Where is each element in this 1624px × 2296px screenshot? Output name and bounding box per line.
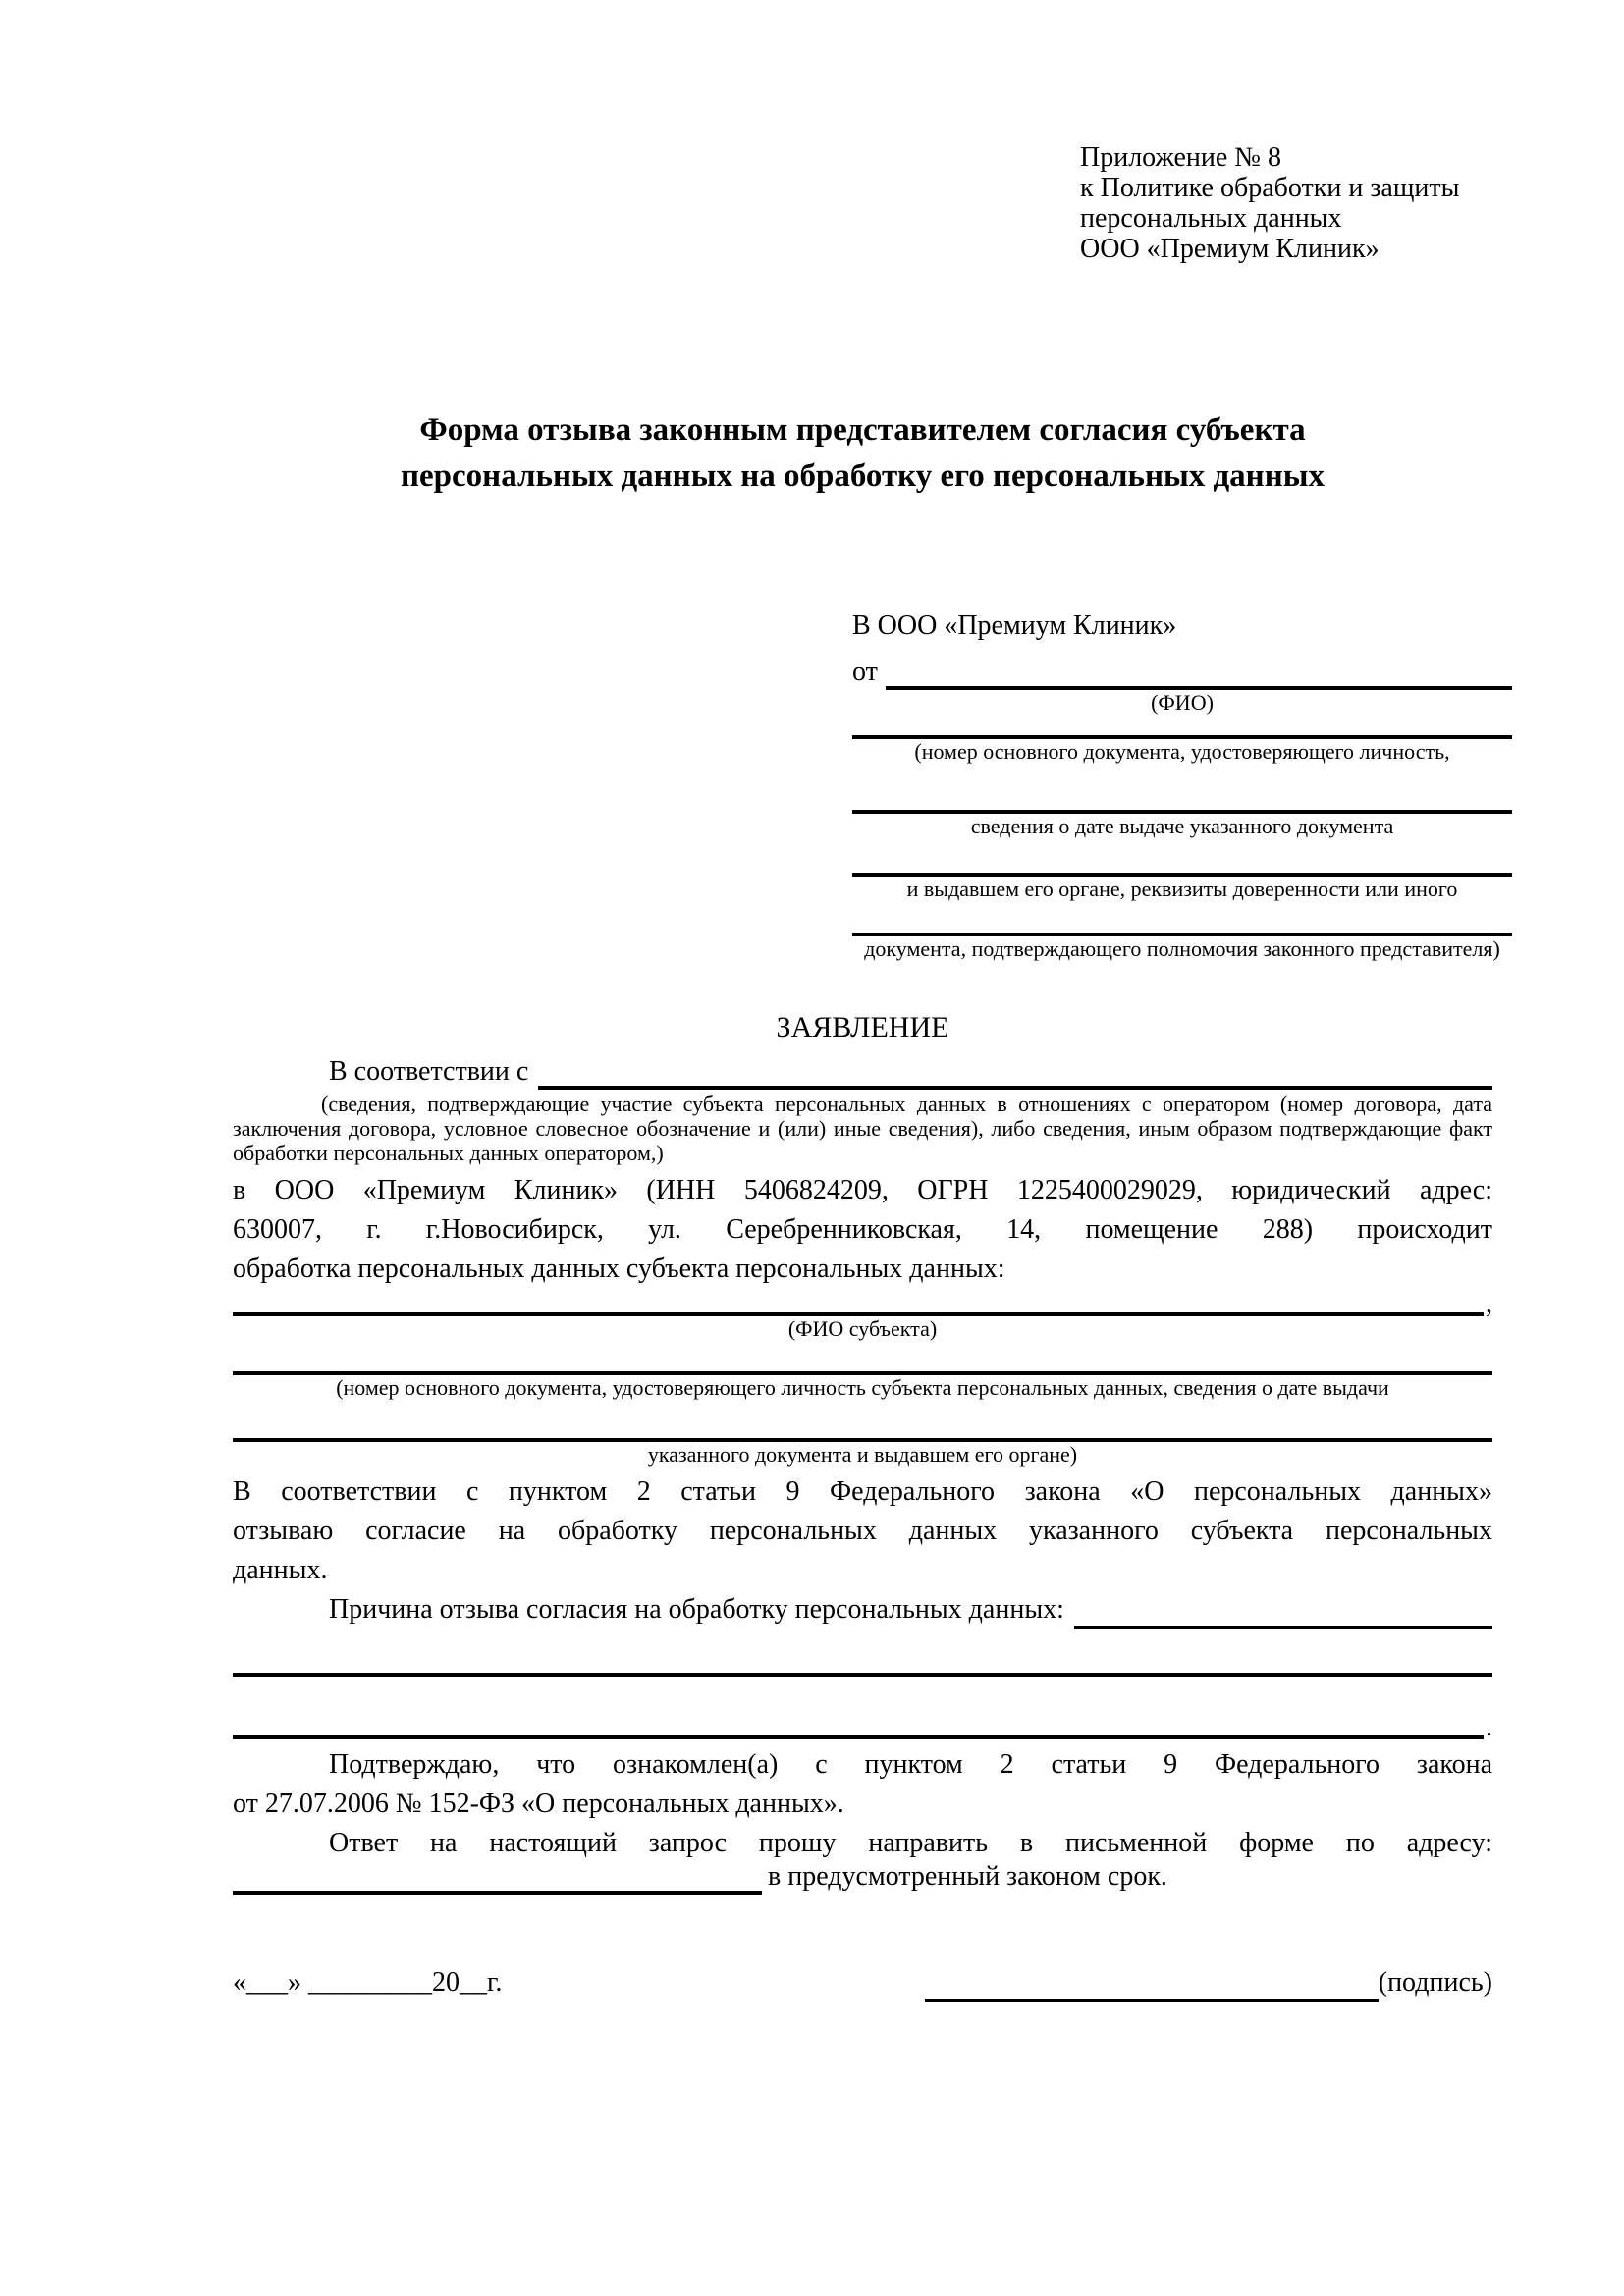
accordance-note-line: заключения договора, условное словесное обозначение и (или) иные сведения), либо сведения, иным образом подтверждающие факт (233, 1116, 1492, 1141)
from-row (852, 655, 1512, 690)
document-title-line: персональных данных на обработку его персональных данных (401, 458, 1325, 494)
subject-fio-caption: (ФИО субъекта) (787, 1316, 938, 1341)
confirm-paragraph-line: Подтверждаю, что ознакомлен(а) с пунктом 2 статьи 9 Федерального закона (329, 1749, 1492, 1780)
operator-paragraph-line: 630007, г. г.Новосибирск, ул. Серебренниковская, 14, помещение 288) происходит (233, 1214, 1492, 1245)
appendix-note-line: персональных данных (1080, 203, 1342, 234)
accordance-basis-field-line[interactable] (538, 1086, 1492, 1090)
reason-field-line-3[interactable] (233, 1735, 1484, 1739)
reply-address-row (233, 1859, 1492, 1895)
appendix-note-line: к Политике обработки и защиты (1080, 173, 1460, 203)
reply-address-field-line[interactable] (233, 1891, 762, 1895)
operator-paragraph (233, 1171, 1492, 1289)
accordance-prefix: В соответствии с (329, 1056, 529, 1087)
accordance-row (233, 1054, 1492, 1090)
subject-fio-row (233, 1289, 1492, 1319)
confirm-paragraph (233, 1745, 1492, 1824)
signature-caption: (подпись) (1378, 1967, 1492, 1998)
appendix-note-line: Приложение № 8 (1080, 142, 1281, 173)
doc-caption-1: (номер основного документа, удостоверяющего личность, (914, 739, 1450, 764)
doc-caption-3: и выдавшем его органе, реквизиты доверенности или иного (906, 877, 1458, 901)
from-label: от (852, 657, 878, 687)
addressee-organization: В ООО «Премиум Клиник» (852, 611, 1177, 641)
withdraw-paragraph-line: В соответствии с пунктом 2 статьи 9 Федерального закона «О персональных данных» (233, 1476, 1492, 1507)
fio-caption: (ФИО) (1151, 690, 1214, 715)
operator-paragraph-line: в ООО «Премиум Клиник» (ИНН 5406824209, ОГРН 1225400029029, юридический адрес: (233, 1175, 1492, 1205)
subject-doc-caption-1: (номер основного документа, удостоверяющего личность субъекта персональных данных, сведения о дате выдачи (336, 1375, 1389, 1400)
accordance-note (233, 1092, 1492, 1165)
doc-caption-2: сведения о дате выдаче указанного документа (970, 814, 1394, 838)
accordance-note-line: (сведения, подтверждающие участие субъекта персональных данных в отношениях с оператором (номер договора, дата (321, 1092, 1492, 1116)
reason-field-line-1[interactable] (1074, 1626, 1492, 1629)
reason-last-row (233, 1712, 1492, 1742)
accordance-note-line: обработки персональных данных оператором,) (233, 1141, 664, 1165)
signature-row (233, 1963, 1492, 2002)
withdraw-paragraph-line: данных. (233, 1555, 328, 1585)
subject-doc-caption-2: указанного документа и выдавшем его органе) (647, 1442, 1078, 1467)
signature-field-line[interactable] (925, 1999, 1379, 2002)
reason-row (233, 1590, 1492, 1629)
appendix-note (1080, 142, 1492, 264)
document-title-line: Форма отзыва законным представителем согласия субъекта (419, 412, 1306, 448)
appendix-note-line: ООО «Премиум Клиник» (1080, 234, 1380, 264)
line-end-comma: , (1486, 1289, 1492, 1319)
signature-group (925, 1963, 1492, 2002)
date-blank[interactable]: «___» _________20__г. (233, 1967, 503, 1998)
withdraw-paragraph (233, 1472, 1492, 1590)
reason-prefix: Причина отзыва согласия на обработку персональных данных: (329, 1594, 1064, 1625)
line-end-period: . (1486, 1712, 1492, 1742)
withdraw-paragraph-line: отзываю согласие на обработку персональных данных указанного субъекта персональных (233, 1516, 1492, 1546)
reply-suffix: в предусмотренный законом срок. (768, 1861, 1167, 1892)
confirm-paragraph-line: от 27.07.2006 № 152-ФЗ «О персональных данных». (233, 1789, 844, 1819)
addressee-block (852, 610, 1512, 962)
reply-paragraph-line: Ответ на настоящий запрос прошу направить в письменной форме по адресу: (329, 1828, 1492, 1858)
document-title (233, 407, 1492, 500)
doc-caption-4: документа, подтверждающего полномочия законного представителя) (864, 936, 1500, 961)
operator-paragraph-line: обработка персональных данных субъекта персональных данных: (233, 1254, 1005, 1284)
reason-field-line-2[interactable] (233, 1673, 1492, 1677)
statement-heading: ЗАЯВЛЕНИЕ (776, 1011, 949, 1043)
